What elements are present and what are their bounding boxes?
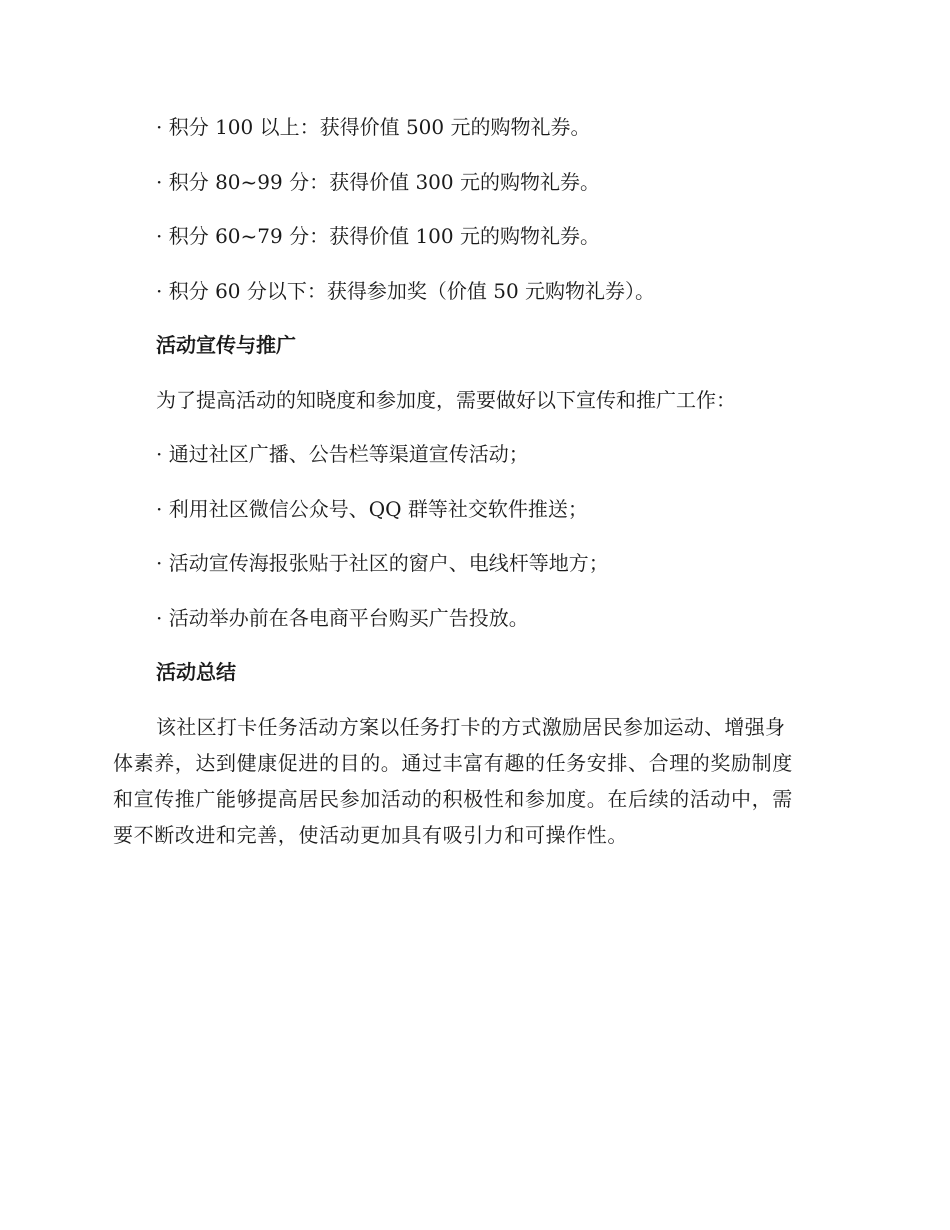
summary-line: 该社区打卡任务活动方案以任务打卡的方式激励居民参加运动、增强身 — [156, 714, 786, 739]
promotion-intro: 为了提高活动的知晓度和参加度，需要做好以下宣传和推广工作： — [156, 387, 736, 412]
list-item: · 通过社区广播、公告栏等渠道宣传活动； — [156, 442, 529, 466]
list-item: · 活动举办前在各电商平台购买广告投放。 — [156, 605, 529, 630]
section-heading-promotion: 活动宣传与推广 — [156, 333, 296, 357]
summary-line: 和宣传推广能够提高居民参加活动的积极性和参加度。在后续的活动中，需 — [113, 786, 793, 811]
promotion-list — [113, 439, 830, 657]
list-item: · 积分 80~99 分：获得价值 300 元的购物礼券。 — [156, 169, 600, 194]
list-item: · 积分 60 分以下：获得参加奖（价值 50 元购物礼券）。 — [156, 278, 656, 303]
summary-line: 要不断改进和完善，使活动更加具有吸引力和可操作性。 — [113, 822, 628, 847]
rewards-list — [113, 112, 830, 330]
list-item: · 利用社区微信公众号、QQ 群等社交软件推送； — [156, 496, 588, 521]
list-item: · 积分 100 以上：获得价值 500 元的购物礼券。 — [156, 115, 591, 139]
list-item: · 活动宣传海报张贴于社区的窗户、电线杆等地方； — [156, 551, 609, 575]
section-heading-summary: 活动总结 — [156, 660, 236, 684]
list-item: · 积分 60~79 分：获得价值 100 元的购物礼券。 — [156, 224, 600, 248]
summary-line: 体素养，达到健康促进的目的。通过丰富有趣的任务安排、合理的奖励制度 — [113, 750, 793, 775]
summary-paragraph — [113, 712, 830, 850]
